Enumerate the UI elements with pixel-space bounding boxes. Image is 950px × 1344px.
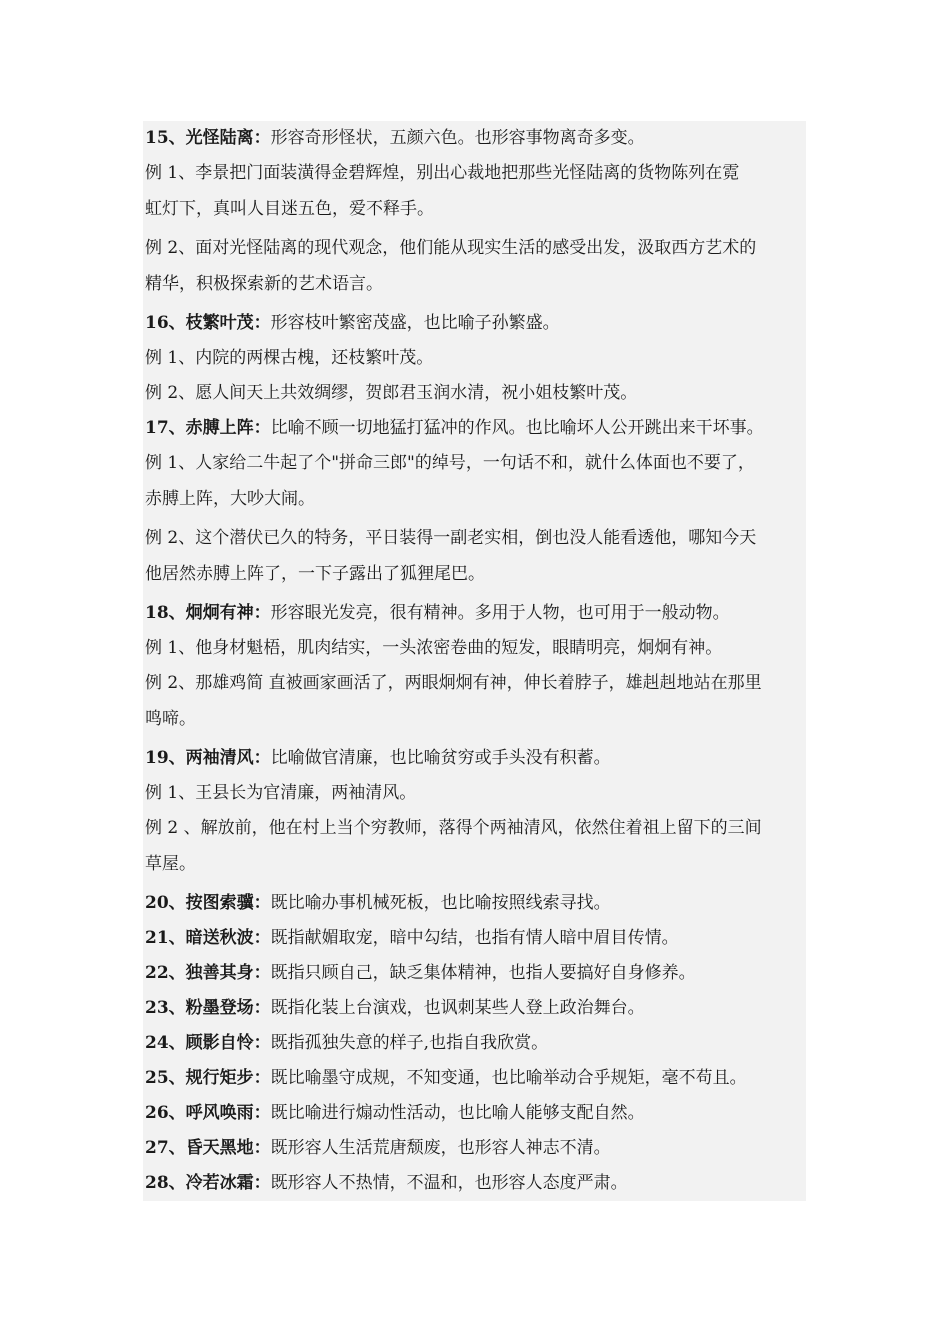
example-line: 例 1、人家给二牛起了个"拼命三郎"的绰号，一句话不和，就什么体面也不要了， <box>145 453 755 473</box>
idiom-entry <box>143 921 806 956</box>
idiom-definition: 既指化装上台演戏，也讽刺某些人登上政治舞台。 <box>270 998 645 1018</box>
idiom-definition: 形容奇形怪状，五颜六色。也形容事物离奇多变。 <box>270 128 645 148</box>
example-line: 例 2、那雄鸡简 直被画家画活了，两眼炯炯有神，伸长着脖子，雄赳赳地站在那里 <box>145 673 762 693</box>
idiom-term: 20、按图索骥： <box>145 893 271 913</box>
idiom-entry <box>143 1026 806 1061</box>
idiom-term: 25、规行矩步： <box>145 1068 271 1088</box>
idiom-term: 22、独善其身： <box>145 963 271 983</box>
idiom-definition: 既指献媚取宠，暗中勾结，也指有情人暗中眉目传情。 <box>270 928 679 948</box>
example-line: 虹灯下，真叫人目迷五色，爱不释手。 <box>145 199 434 219</box>
idiom-entry <box>143 1096 806 1131</box>
idiom-entry <box>143 741 806 776</box>
example-line: 例 2、这个潜伏已久的特务，平日装得一副老实相，倒也没人能看透他，哪知今天 <box>145 528 757 548</box>
idiom-term: 24、顾影自怜： <box>145 1033 271 1053</box>
example-line: 草屋。 <box>145 854 196 874</box>
example-line: 例 2、面对光怪陆离的现代观念，他们能从现实生活的感受出发，汲取西方艺术的 <box>145 238 757 258</box>
example-line: 例 2、愿人间天上共效绸缪，贺郎君玉润水清，祝小姐枝繁叶茂。 <box>145 383 638 403</box>
idiom-definition: 既比喻办事机械死板，也比喻按照线索寻找。 <box>270 893 611 913</box>
idiom-entry <box>143 411 806 446</box>
example-line: 例 1、他身材魁梧，肌肉结实，一头浓密卷曲的短发，眼睛明亮，炯炯有神。 <box>145 638 723 658</box>
idiom-document <box>143 121 806 1201</box>
idiom-entry <box>143 596 806 631</box>
example-line: 鸣啼。 <box>145 709 196 729</box>
idiom-term: 23、粉墨登场： <box>145 998 271 1018</box>
example-line: 他居然赤膊上阵了，一下子露出了狐狸尾巴。 <box>145 564 485 584</box>
idiom-definition: 形容枝叶繁密茂盛，也比喻子孙繁盛。 <box>270 313 560 333</box>
idiom-definition: 比喻做官清廉，也比喻贫穷或手头没有积蓄。 <box>270 748 611 768</box>
idiom-definition: 既指只顾自己，缺乏集体精神，也指人要搞好自身修养。 <box>270 963 696 983</box>
idiom-definition: 比喻不顾一切地猛打猛冲的作风。也比喻坏人公开跳出来干坏事。 <box>270 418 764 438</box>
example-line: 例 1、内院的两棵古槐，还枝繁叶茂。 <box>145 348 434 368</box>
idiom-term: 18、炯炯有神： <box>145 603 271 623</box>
idiom-entry <box>143 1131 806 1166</box>
idiom-entry <box>143 306 806 341</box>
idiom-entry <box>143 1061 806 1096</box>
idiom-definition: 既比喻进行煽动性活动，也比喻人能够支配自然。 <box>270 1103 645 1123</box>
idiom-term: 15、光怪陆离： <box>145 128 271 148</box>
example-line: 精华，积极探索新的艺术语言。 <box>145 274 383 294</box>
example-line: 例 1、王县长为官清廉，两袖清风。 <box>145 783 417 803</box>
idiom-entry <box>143 1166 806 1201</box>
idiom-term: 19、两袖清风： <box>145 748 271 768</box>
example-line: 例 2 、解放前，他在村上当个穷教师，落得个两袖清风，依然住着祖上留下的三间 <box>145 818 762 838</box>
idiom-entry <box>143 121 806 156</box>
idiom-term: 17、赤膊上阵： <box>145 418 271 438</box>
idiom-entry <box>143 956 806 991</box>
idiom-definition: 形容眼光发亮，很有精神。多用于人物，也可用于一般动物。 <box>270 603 730 623</box>
idiom-entry <box>143 991 806 1026</box>
idiom-term: 26、呼风唤雨： <box>145 1103 271 1123</box>
idiom-term: 21、暗送秋波： <box>145 928 271 948</box>
idiom-definition: 既指孤独失意的样子,也指自我欣赏。 <box>270 1033 549 1053</box>
idiom-definition: 既形容人不热情，不温和，也形容人态度严肃。 <box>270 1173 628 1193</box>
idiom-definition: 既形容人生活荒唐颓废，也形容人神志不清。 <box>270 1138 611 1158</box>
idiom-term: 28、冷若冰霜： <box>145 1173 271 1193</box>
example-line: 赤膊上阵，大吵大闹。 <box>145 489 315 509</box>
idiom-term: 16、枝繁叶茂： <box>145 313 271 333</box>
idiom-definition: 既比喻墨守成规，不知变通，也比喻举动合乎规矩，毫不苟且。 <box>270 1068 747 1088</box>
idiom-term: 27、昏天黑地： <box>145 1138 271 1158</box>
example-line: 例 1、李景把门面装潢得金碧辉煌，别出心裁地把那些光怪陆离的货物陈列在霓 <box>145 163 740 183</box>
idiom-entry <box>143 886 806 921</box>
